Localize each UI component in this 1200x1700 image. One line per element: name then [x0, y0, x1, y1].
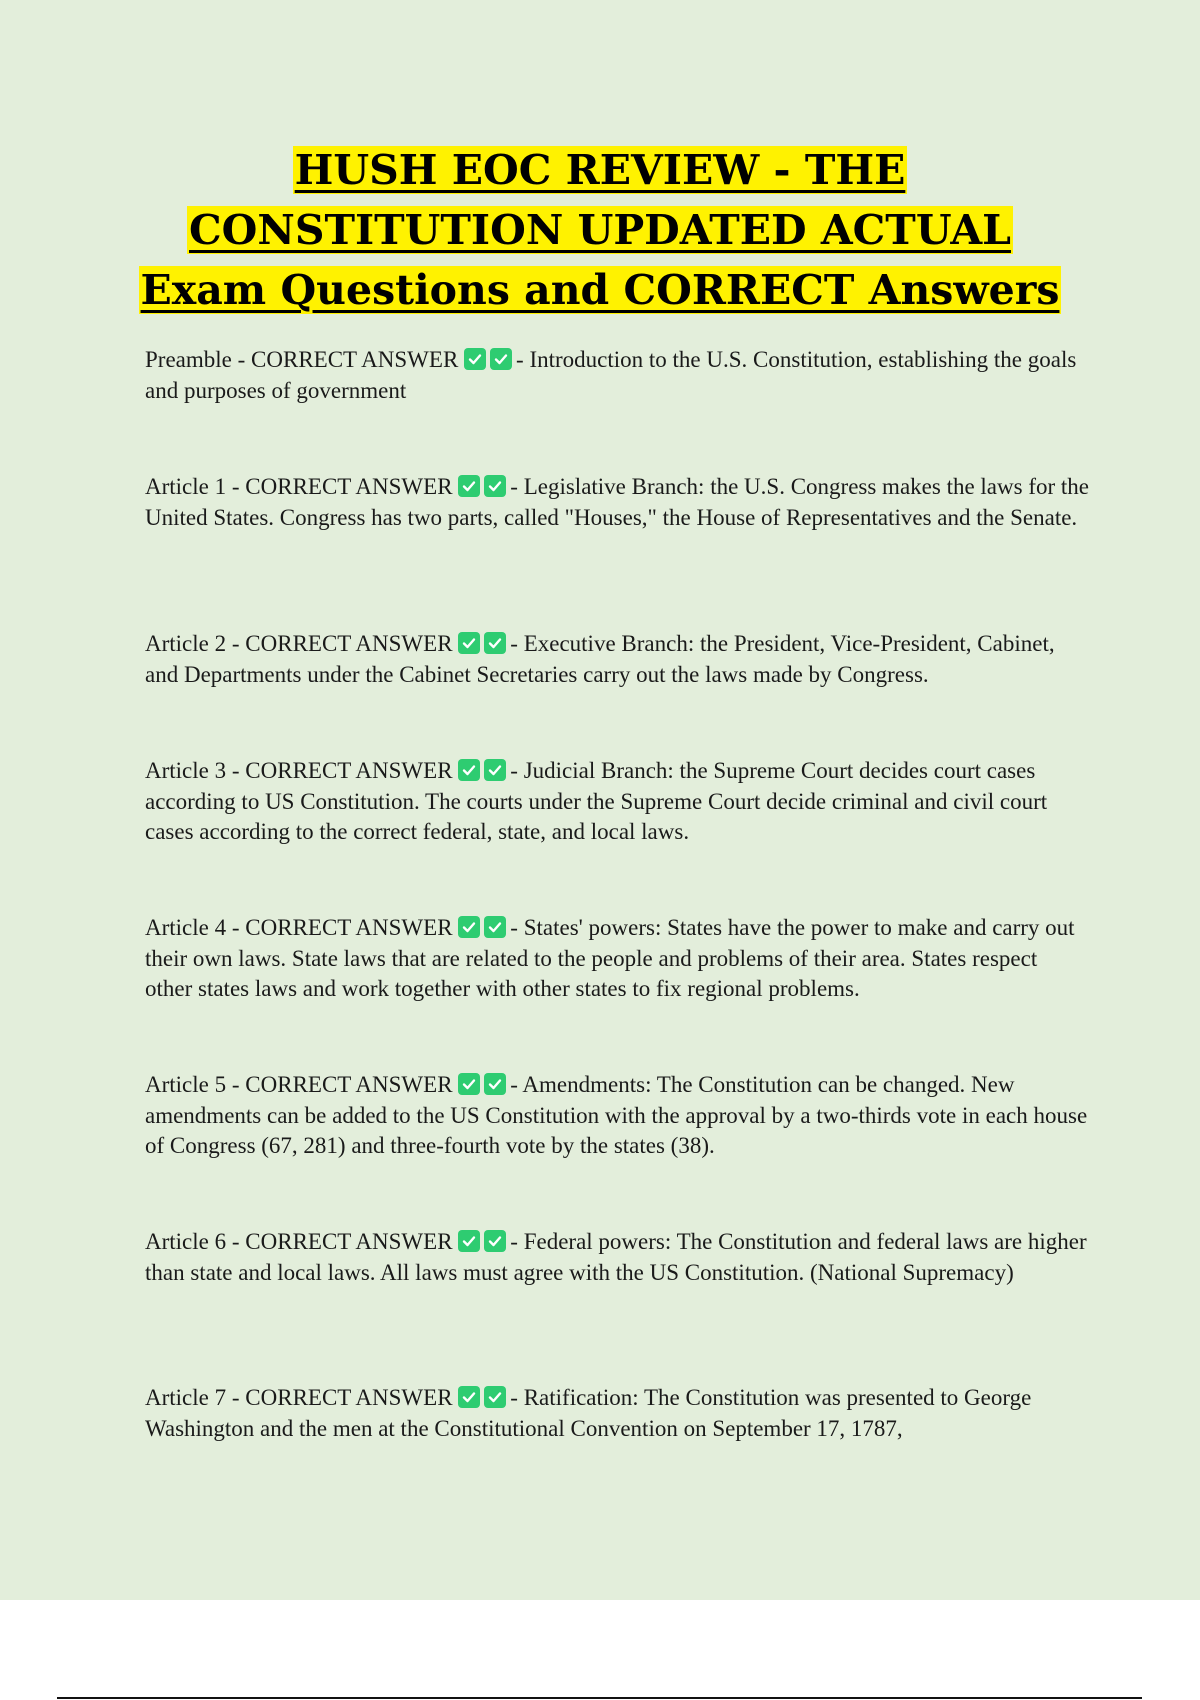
title-line-1: HUSH EOC REVIEW - THE: [294, 146, 906, 194]
check-box-icon: [458, 916, 480, 938]
qa-definition: Amendments: The Constitution can be changed. New amendments can be added to the US Constitution with the approval by a two-thirds vote in each house of Congress (67, 281) and three-fourth vote by the states (38).: [145, 1072, 1088, 1158]
check-box-icon: [458, 475, 480, 497]
qa-definition: Executive Branch: the President, Vice-President, Cabinet, and Departments under the Cabinet Secretaries carry out the laws made by Congress.: [145, 631, 1055, 687]
qa-item: Article 4 - CORRECT ANSWER - States' powers: States have the power to make and carry out their own laws. State laws that are related to the people and problems of their area. States respect other states laws and work together with other states to fix regional problems.: [145, 915, 1075, 1001]
document-title: [0, 140, 1200, 320]
check-box-icon: [484, 916, 506, 938]
qa-item: Article 7 - CORRECT ANSWER - Ratification: The Constitution was presented to George Washington and the men at the Constitutional Convention on September 17, 1787,: [145, 1385, 1032, 1441]
check-box-icon: [484, 1073, 506, 1095]
qa-definition: Legislative Branch: the U.S. Congress makes the laws for the United States. Congress has two parts, called "Houses," the House of Representatives and the Senate.: [145, 474, 1089, 530]
qa-item: Preamble - CORRECT ANSWER - Introduction to the U.S. Constitution, establishing the goals and purposes of government: [145, 347, 1077, 403]
page-footer: [0, 1600, 1200, 1700]
qa-term: Article 6: [145, 1229, 227, 1254]
correct-answer-label: CORRECT ANSWER: [245, 631, 453, 656]
qa-term: Preamble: [145, 347, 232, 372]
correct-answer-label: CORRECT ANSWER: [245, 1385, 453, 1410]
check-box-icon: [464, 348, 486, 370]
check-box-icon: [458, 759, 480, 781]
correct-answer-label: CORRECT ANSWER: [245, 758, 453, 783]
qa-term: Article 3: [145, 758, 227, 783]
qa-item: Article 5 - CORRECT ANSWER - Amendments: The Constitution can be changed. New amendments can be added to the US Constitution with the approval by a two-thirds vote in each house of Congress (67, 281) and three-fourth vote by the states (38).: [145, 1072, 1088, 1158]
qa-term: Article 7: [145, 1385, 227, 1410]
qa-term: Article 5: [145, 1072, 227, 1097]
correct-answer-label: CORRECT ANSWER: [245, 1229, 453, 1254]
qa-item: Article 6 - CORRECT ANSWER - Federal powers: The Constitution and federal laws are higher than state and local laws. All laws must agree with the US Constitution. (National Supremacy): [145, 1229, 1087, 1285]
title-line-3: Exam Questions and CORRECT Answers: [140, 266, 1060, 314]
qa-term: Article 1: [145, 474, 227, 499]
check-box-icon: [458, 1386, 480, 1408]
correct-answer-label: CORRECT ANSWER: [245, 915, 453, 940]
qa-term: Article 2: [145, 631, 227, 656]
check-box-icon: [490, 348, 512, 370]
check-box-icon: [458, 1230, 480, 1252]
title-line-2: CONSTITUTION UPDATED ACTUAL: [189, 206, 1011, 254]
qa-definition: Ratification: The Constitution was presented to George Washington and the men at the Constitutional Convention on September 17, 1787,: [145, 1385, 1032, 1441]
check-box-icon: [458, 632, 480, 654]
qa-item: Article 1 - CORRECT ANSWER - Legislative Branch: the U.S. Congress makes the laws for the United States. Congress has two parts, called "Houses," the House of Representatives and the Senate.: [145, 474, 1089, 530]
footer-divider: [57, 1697, 1142, 1699]
qa-definition: Federal powers: The Constitution and federal laws are higher than state and local laws. All laws must agree with the US Constitution. (National Supremacy): [145, 1229, 1087, 1285]
check-box-icon: [484, 632, 506, 654]
qa-definition: Judicial Branch: the Supreme Court decides court cases according to US Constitution. The courts under the Supreme Court decide criminal and civil court cases according to the correct federal, state, and local laws.: [145, 758, 1048, 844]
qa-definition: Introduction to the U.S. Constitution, establishing the goals and purposes of government: [145, 347, 1077, 403]
correct-answer-label: CORRECT ANSWER: [251, 347, 459, 372]
qa-definition: States' powers: States have the power to make and carry out their own laws. State laws that are related to the people and problems of their area. States respect other states laws and work together with other states to fix regional problems.: [145, 915, 1075, 1001]
check-box-icon: [484, 1230, 506, 1252]
check-box-icon: [484, 1386, 506, 1408]
correct-answer-label: CORRECT ANSWER: [245, 474, 453, 499]
qa-term: Article 4: [145, 915, 227, 940]
qa-item: Article 3 - CORRECT ANSWER - Judicial Branch: the Supreme Court decides court cases according to US Constitution. The courts under the Supreme Court decide criminal and civil court cases according to the correct federal, state, and local laws.: [145, 758, 1048, 844]
check-box-icon: [458, 1073, 480, 1095]
check-box-icon: [484, 759, 506, 781]
check-box-icon: [484, 475, 506, 497]
correct-answer-label: CORRECT ANSWER: [245, 1072, 453, 1097]
qa-item: Article 2 - CORRECT ANSWER - Executive Branch: the President, Vice-President, Cabinet, and Departments under the Cabinet Secretaries carry out the laws made by Congress.: [145, 631, 1055, 687]
